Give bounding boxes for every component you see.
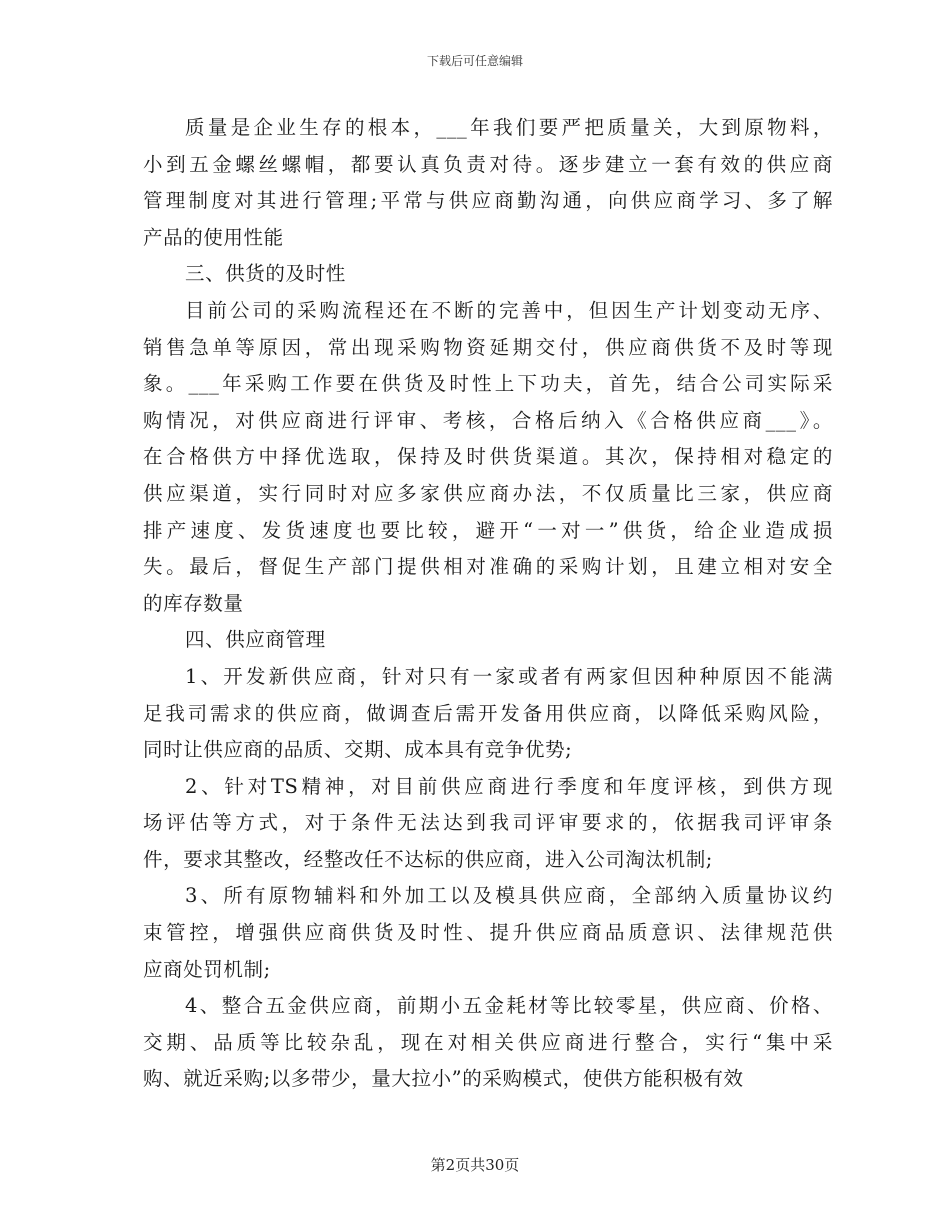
text-line: 同时让供应商的品质、交期、成本具有竞争优势; bbox=[143, 738, 573, 762]
text-line: 象。___年采购工作要在供货及时性上下功夫，首先，结合公司实际采 bbox=[143, 372, 833, 396]
document-body bbox=[143, 110, 833, 1098]
text-line: 应商处罚机制; bbox=[143, 957, 271, 981]
text-line: 管理制度对其进行管理;平常与供应商勤沟通，向供应商学习、多了解 bbox=[143, 189, 833, 213]
text-line: 足我司需求的供应商，做调查后需开发备用供应商，以降低采购风险， bbox=[143, 701, 833, 725]
text-line: 2、针对TS精神，对目前供应商进行季度和年度评核，到供方现 bbox=[185, 774, 833, 798]
page-header-note: 下载后可任意编辑 bbox=[426, 54, 523, 68]
text-line: 购情况，对供应商进行评审、考核，合格后纳入《合格供应商___》。 bbox=[143, 408, 833, 432]
text-line: 目前公司的采购流程还在不断的完善中，但因生产计划变动无序、 bbox=[185, 298, 833, 322]
text-line: 场评估等方式，对于条件无法达到我司评审要求的，依据我司评审条 bbox=[143, 811, 833, 835]
text-line: 四、供应商管理 bbox=[185, 628, 326, 652]
text-line: 束管控，增强供应商供货及时性、提升供应商品质意识、法律规范供 bbox=[143, 921, 833, 945]
text-line: 购、就近采购;以多带少，量大拉小”的采购模式，使供方能积极有效 bbox=[143, 1067, 744, 1091]
text-line: 销售急单等原因，常出现采购物资延期交付，供应商供货不及时等现 bbox=[143, 335, 833, 359]
text-line: 3、所有原物辅料和外加工以及模具供应商，全部纳入质量协议约 bbox=[185, 884, 833, 908]
text-line: 1、开发新供应商，针对只有一家或者有两家但因种种原因不能满 bbox=[185, 664, 833, 688]
page-number-footer: 第2页共30页 bbox=[430, 1156, 520, 1174]
text-line: 三、供货的及时性 bbox=[185, 262, 346, 286]
text-line: 件，要求其整改，经整改任不达标的供应商，进入公司淘汰机制; bbox=[143, 847, 713, 871]
text-line: 排产速度、发货速度也要比较，避开“一对一”供货，给企业造成损 bbox=[143, 518, 833, 542]
text-line: 4、整合五金供应商，前期小五金耗材等比较零星，供应商、价格、 bbox=[185, 994, 833, 1018]
text-line: 在合格供方中择优选取，保持及时供货渠道。其次，保持相对稳定的 bbox=[143, 445, 833, 469]
text-line: 供应渠道，实行同时对应多家供应商办法，不仅质量比三家，供应商 bbox=[143, 481, 833, 505]
text-line: 失。最后，督促生产部门提供相对准确的采购计划，且建立相对安全 bbox=[143, 555, 833, 579]
text-line: 交期、品质等比较杂乱，现在对相关供应商进行整合，实行“集中采 bbox=[143, 1030, 833, 1054]
text-line: 产品的使用性能 bbox=[143, 225, 284, 249]
text-line: 的库存数量 bbox=[143, 591, 244, 615]
text-line: 质量是企业生存的根本，___年我们要严把质量关，大到原物料， bbox=[185, 116, 833, 139]
text-line: 小到五金螺丝螺帽，都要认真负责对待。逐步建立一套有效的供应商 bbox=[143, 152, 833, 176]
